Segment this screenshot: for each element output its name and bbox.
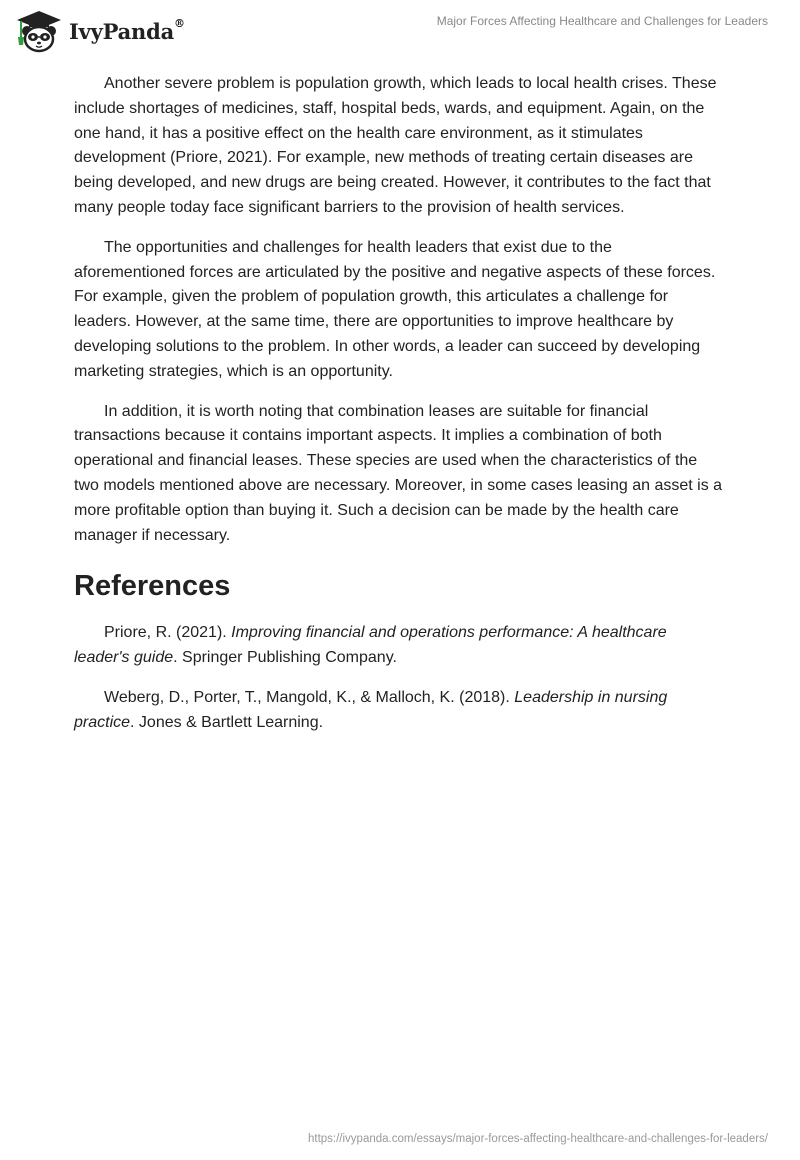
panda-graduate-icon [15, 9, 63, 53]
references-heading: References [74, 570, 231, 603]
reference-entry: Weberg, D., Porter, T., Mangold, K., & Malloch, K. (2018). Leadership in nursing practice. Jones & Bartlett Learning. [74, 688, 668, 731]
essay-content [74, 72, 726, 751]
page-header [0, 0, 800, 60]
reference-title: Leadership in nursing practice [74, 688, 668, 731]
brand-name: IvyPanda® [69, 16, 185, 44]
ivypanda-logo[interactable] [15, 8, 185, 54]
reference-entry: Priore, R. (2021). Improving financial and operations performance: A healthcare leader's guide. Springer Publishing Company. [74, 624, 667, 667]
body-paragraph: The opportunities and challenges for health leaders that exist due to the aforementioned forces are articulated by the positive and negative aspects of these forces. For example, given the problem of population growth, this articulates a challenge for leaders. However, at the same time, there are opportunities to improve healthcare by developing solutions to the problem. In other words, a leader can succeed by developing marketing strategies, which is an opportunity. [74, 238, 716, 380]
running-title: Major Forces Affecting Healthcare and Challenges for Leaders [436, 14, 768, 28]
body-paragraph: Another severe problem is population growth, which leads to local health crises. These include shortages of medicines, staff, hospital beds, wards, and equipment. Again, on the one hand, it has a positive effect on the health care environment, as it stimulates development (Priore, 2021). For example, new methods of treating certain diseases are being developed, and new drugs are being created. However, it contributes to the fact that many people today face significant barriers to the provision of health services. [74, 75, 717, 216]
reference-title: Improving financial and operations performance: A healthcare leader's guide [74, 624, 667, 667]
body-paragraph: In addition, it is worth noting that combination leases are suitable for financial transactions because it contains important aspects. It implies a combination of both operational and financial leases. These species are used when the characteristics of the two models mentioned above are necessary. Moreover, in some cases leasing an asset is a more profitable option than buying it. Such a decision can be made by the health care manager if necessary. [74, 402, 723, 544]
footer-source-url[interactable]: https://ivypanda.com/essays/major-forces-affecting-healthcare-and-challenges-for-leaders/ [307, 1133, 768, 1145]
